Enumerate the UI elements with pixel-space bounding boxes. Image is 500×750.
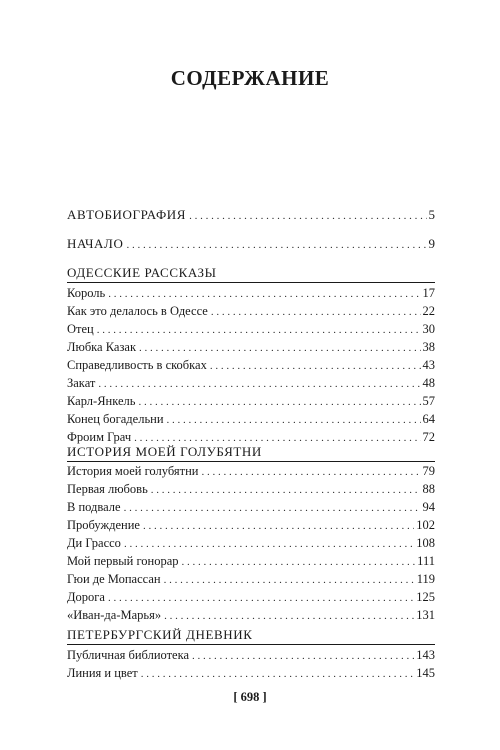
dot-leader xyxy=(151,482,421,498)
toc-entry xyxy=(67,571,435,588)
dot-leader xyxy=(124,536,414,552)
section-heading: ИСТОРИЯ МОЕЙ ГОЛУБЯТНИ xyxy=(67,444,262,459)
dot-leader xyxy=(189,208,426,224)
toc-entry-label: Справедливость в скобках xyxy=(67,358,207,372)
toc-entry xyxy=(67,236,435,253)
toc-entry-page: 17 xyxy=(422,286,435,300)
toc-entry-page: 57 xyxy=(422,394,435,408)
toc-entry-page: 5 xyxy=(428,207,435,222)
toc-entry-label: Фроим Грач xyxy=(67,430,132,444)
toc-entry xyxy=(67,665,435,682)
dot-leader xyxy=(164,572,415,588)
dot-leader xyxy=(98,376,420,392)
toc-entry-page: 9 xyxy=(428,236,435,251)
dot-leader xyxy=(164,608,414,624)
dot-leader xyxy=(97,322,421,338)
toc-entry-label: Отец xyxy=(67,322,94,336)
dot-leader xyxy=(124,500,421,516)
dot-leader xyxy=(126,237,426,253)
toc-entry-label: Карл-Янкель xyxy=(67,394,136,408)
toc-entry xyxy=(67,463,435,480)
page-number: [ 698 ] xyxy=(233,690,267,704)
toc-entry-label: Дорога xyxy=(67,590,105,604)
toc-entry xyxy=(67,411,435,428)
dot-leader xyxy=(108,286,420,302)
toc-entry-page: 94 xyxy=(422,500,435,514)
toc-entry xyxy=(67,535,435,552)
toc-entry xyxy=(67,207,435,224)
dot-leader xyxy=(192,648,414,664)
toc-entry-label: АВТОБИОГРАФИЯ xyxy=(67,207,187,222)
dot-leader xyxy=(167,412,421,428)
toc-entry-label: Ди Грассо xyxy=(67,536,121,550)
dot-leader xyxy=(143,518,414,534)
toc-entry-page: 119 xyxy=(416,572,435,586)
dot-leader xyxy=(211,304,421,320)
toc-entry-label: История моей голубятни xyxy=(67,464,199,478)
toc-entry-label: Конец богадельни xyxy=(67,412,164,426)
dot-leader xyxy=(182,554,416,570)
toc-entry-page: 79 xyxy=(422,464,435,478)
toc-entry xyxy=(67,481,435,498)
toc-entry-label: Мой первый гонорар xyxy=(67,554,179,568)
dot-leader xyxy=(210,358,421,374)
toc-entry-label: Первая любовь xyxy=(67,482,148,496)
section-rule xyxy=(67,461,435,462)
toc-entry-label: Публичная библиотека xyxy=(67,648,190,662)
toc-entry xyxy=(67,647,435,664)
toc-entry xyxy=(67,499,435,516)
toc-entry-label: В подвале xyxy=(67,500,121,514)
toc-entry xyxy=(67,303,435,320)
toc-entry-page: 72 xyxy=(422,430,435,444)
toc-entry-label: Пробуждение xyxy=(67,518,140,532)
toc-entry-page: 22 xyxy=(422,304,435,318)
toc-entry-page: 102 xyxy=(416,518,435,532)
toc-entry-page: 111 xyxy=(417,554,435,568)
section-rule xyxy=(67,644,435,645)
toc-entry-page: 125 xyxy=(416,590,435,604)
toc-entry-label: Король xyxy=(67,286,106,300)
toc-entry xyxy=(67,589,435,606)
toc-entry-page: 48 xyxy=(422,376,435,390)
dot-leader xyxy=(108,590,414,606)
toc-entry xyxy=(67,339,435,356)
toc-entry-page: 108 xyxy=(416,536,435,550)
section-heading: ОДЕССКИЕ РАССКАЗЫ xyxy=(67,265,217,280)
section-heading: ПЕТЕРБУРГСКИЙ ДНЕВНИК xyxy=(67,627,253,642)
toc-entry xyxy=(67,375,435,392)
toc-entry xyxy=(67,357,435,374)
toc-entry xyxy=(67,393,435,410)
dot-leader xyxy=(138,394,420,410)
toc-entry xyxy=(67,321,435,338)
toc-entry-label: Как это делалось в Одессе xyxy=(67,304,208,318)
dot-leader xyxy=(139,340,420,356)
page-title: СОДЕРЖАНИЕ xyxy=(170,66,330,90)
toc-entry-page: 38 xyxy=(422,340,435,354)
toc-entry-page: 30 xyxy=(422,322,435,336)
toc-entry-page: 131 xyxy=(416,608,435,622)
toc-entry-label: НАЧАЛО xyxy=(67,236,124,251)
toc-entry xyxy=(67,607,435,624)
toc-entry-page: 64 xyxy=(422,412,435,426)
toc-entry-label: Закат xyxy=(67,376,96,390)
toc-entry xyxy=(67,553,435,570)
toc-entry-page: 145 xyxy=(416,666,435,680)
toc-entry-page: 43 xyxy=(422,358,435,372)
toc-entry-label: Гюи де Мопассан xyxy=(67,572,161,586)
dot-leader xyxy=(141,666,414,682)
toc-entry xyxy=(67,285,435,302)
toc-entry-label: Любка Казак xyxy=(67,340,137,354)
toc-entry-label: Линия и цвет xyxy=(67,666,138,680)
toc-entry-page: 143 xyxy=(416,648,435,662)
toc-entry-page: 88 xyxy=(422,482,435,496)
dot-leader xyxy=(201,464,420,480)
toc-entry xyxy=(67,517,435,534)
toc-entry-label: «Иван-да-Марья» xyxy=(67,608,162,622)
section-rule xyxy=(67,282,435,283)
